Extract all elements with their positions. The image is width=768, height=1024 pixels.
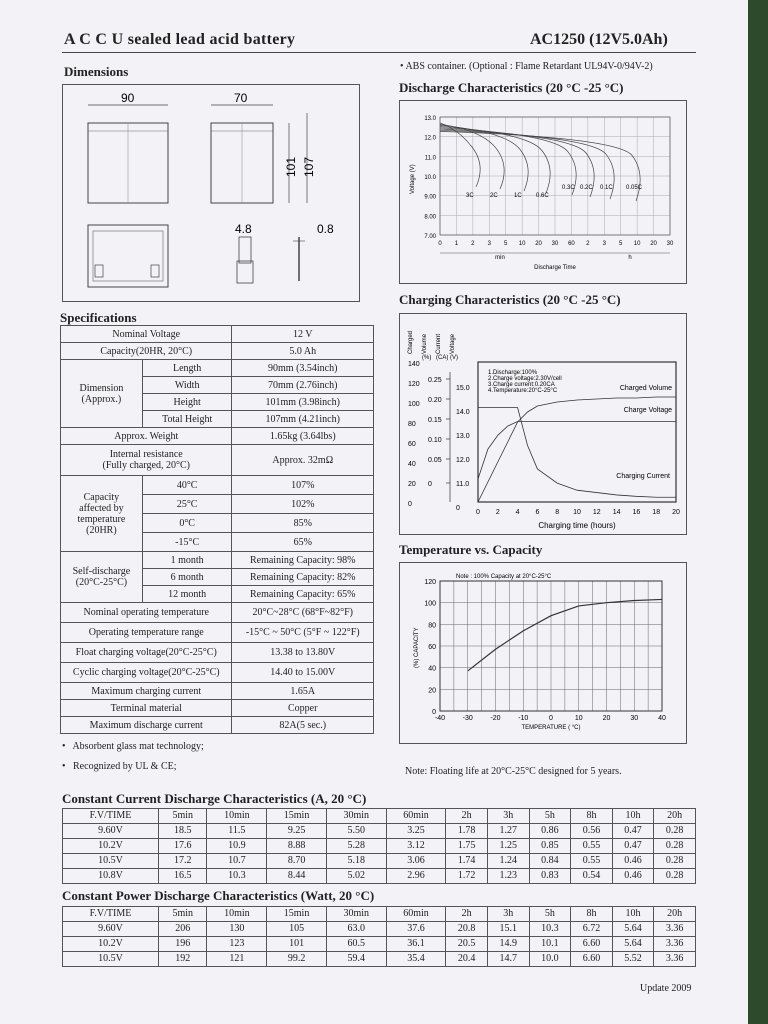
table-header-cell: 10h [612,907,654,922]
voltage-tick: 11.0 [456,481,470,488]
x-tick-label: 20 [535,241,542,247]
x-tick-label: 2 [495,509,500,516]
table-cell: 14.7 [487,952,529,967]
charged-tick: 120 [408,381,420,388]
update-date: Update 2009 [640,983,692,994]
table-header-cell: 5min [159,809,207,824]
table-cell: 3.36 [654,922,696,937]
spec-value: 102% [232,495,374,514]
x-axis-label: Discharge Time [534,265,576,271]
table-cell: 105 [267,922,327,937]
title-rule [62,52,696,53]
dimensions-heading: Dimensions [64,64,129,79]
table-cell: 2.96 [386,869,446,884]
curve-label: 1C [514,193,522,199]
x-unit-h: h [628,255,632,261]
spec-label: Approx. Weight [61,428,232,445]
table-cell: 1.78 [446,824,488,839]
table-row [63,922,696,937]
spec-label: Cyclic charging voltage(20°C-25°C) [61,663,232,683]
table-row [63,854,696,869]
y-tick-label: 0 [432,709,436,716]
table-cell: 9.60V [63,824,159,839]
voltage-tick: 14.0 [456,409,470,416]
x-tick-label: 0 [549,715,553,722]
table-cell: 5.64 [612,937,654,952]
axis-unit: (V) [450,355,458,361]
spec-label: Width [142,377,232,394]
spec-group-label: Capacity affected by temperature (20HR) [61,476,143,552]
discharge-chart-svg [400,101,686,283]
table-cell: 3.12 [386,839,446,854]
table-cell: 37.6 [386,922,446,937]
y-tick-label: 8.00 [424,214,436,221]
abs-note-text: ABS container. (Optional : Flame Retardant UL94V-0/94V-2) [405,61,653,72]
table-cell: 5.02 [326,869,386,884]
y-axis-label: Voltage (V) [410,164,416,194]
spec-value: 101mm (3.98inch) [232,394,374,411]
table-cell: 18.5 [159,824,207,839]
table-cell: 3.36 [654,937,696,952]
table-header-cell: 30min [326,907,386,922]
axis-name: Voltage [450,333,456,354]
y-tick-label: 60 [428,644,436,651]
table-header-cell: 60min [386,809,446,824]
voltage-tick: 0 [456,505,460,512]
table-cell: 123 [207,937,267,952]
cp-table-title: Constant Power Discharge Characteristics (Watt, 20 °C) [62,888,375,903]
label-charged-volume: Charged Volume [619,385,672,392]
table-cell: 35.4 [386,952,446,967]
table-header-cell: 2h [446,907,488,922]
current-tick: 0 [428,481,432,488]
y-tick-label: 12.0 [424,135,436,142]
spec-label: Nominal operating temperature [61,603,232,623]
table-cell: 1.24 [487,854,529,869]
x-tick-label: -20 [490,715,501,722]
table-cell: 17.6 [159,839,207,854]
table-cell: 10.3 [529,922,571,937]
x-tick-label: 14 [612,509,621,516]
chart-note: 4.Temperature:20°C-25°C [488,388,558,394]
table-header-cell: 20h [654,809,696,824]
table-header-cell: 10min [207,907,267,922]
x-tick-label: 1 [454,241,459,247]
table-cell: 17.2 [159,854,207,869]
charged-tick: 0 [408,501,412,508]
table-header-cell: 2h [446,809,488,824]
spec-value: 90mm (3.54inch) [232,360,374,377]
table-cell: 5.64 [612,922,654,937]
x-tick-label: 30 [630,715,639,722]
table-cell: 59.4 [326,952,386,967]
chart-note: Note : 100% Capacity at 20°C-25°C [456,574,552,580]
spec-value: Remaining Capacity: 65% [232,586,374,603]
x-tick-label: -30 [462,715,473,722]
y-axis-label: (%) CAPACITY [414,627,420,668]
dim-total-height: 107 [302,156,316,177]
spec-label: Height [142,394,232,411]
spec-value: 13.38 to 13.80V [232,643,374,663]
current-tick: 0.25 [428,377,442,384]
y-tick-label: 11.0 [424,155,436,162]
dim-terminal-thickness: 0.8 [317,222,334,236]
table-cell: 0.86 [529,824,571,839]
spec-label: Terminal material [61,700,232,717]
y-tick-label: 7.00 [424,234,436,240]
table-header-cell: 8h [571,809,613,824]
x-tick-label: 20 [672,509,680,516]
table-cell: 206 [159,922,207,937]
charging-chart-svg [400,314,686,534]
spec-value: 107% [232,476,374,495]
spec-value: 70mm (2.76inch) [232,377,374,394]
table-cell: 10.9 [207,839,267,854]
x-tick-label: 10 [633,241,641,247]
table-header-cell: 8h [571,907,613,922]
spec-label: 25°C [142,495,232,514]
x-tick-label: 0 [438,241,442,247]
table-header-cell: 60min [386,907,446,922]
voltage-tick: 13.0 [456,433,470,440]
specs-table [60,325,374,734]
table-cell: 11.5 [207,824,267,839]
spec-label: Maximum charging current [61,683,232,700]
table-cell: 6.60 [571,952,613,967]
discharge-chart-title: Discharge Characteristics (20 °C -25 °C) [399,80,624,95]
table-cell: 5.18 [326,854,386,869]
table-cell: 0.46 [612,854,654,869]
specs-heading: Specifications [60,310,137,325]
voltage-curve [478,422,676,480]
x-tick-label: 10 [573,509,581,516]
x-tick-label: 3 [602,241,606,247]
chart-note: 1.Discharge:100% [488,370,538,376]
spec-label: Maximum discharge current [61,717,232,734]
axis-name: Current [436,333,442,354]
current-tick: 0.15 [428,417,442,424]
table-cell: 10.1 [529,937,571,952]
table-row [63,869,696,884]
voltage-tick: 12.0 [456,457,470,464]
table-cell: 0.55 [571,839,613,854]
dim-terminal-width: 4.8 [235,222,252,236]
curve-label: 0.6C [536,193,549,199]
table-cell: 20.8 [446,922,488,937]
table-cell: 9.60V [63,922,159,937]
table-row [63,937,696,952]
x-axis-label: Charging time (hours) [538,521,616,530]
y-tick-label: 9.00 [424,194,436,201]
table-cell: 14.9 [487,937,529,952]
y-tick-label: 100 [424,600,436,608]
spec-label: -15°C [142,533,232,552]
table-row [63,839,696,854]
y-tick-label: 13.0 [424,116,436,122]
table-cell: 3.36 [654,952,696,967]
spec-label: Internal resistance (Fully charged, 20°C) [61,445,232,476]
table-header-cell: 3h [487,809,529,824]
table-cell: 9.25 [267,824,327,839]
spec-label: Operating temperature range [61,623,232,643]
axis-unit: (CA) [436,355,449,361]
cc-table [62,808,696,884]
spec-value: 1.65kg (3.64lbs) [232,428,374,445]
spec-value: 85% [232,514,374,533]
current-tick: 0.20 [428,397,442,404]
dim-height: 101 [284,156,298,177]
dimensions-drawing [62,84,360,302]
table-cell: 196 [159,937,207,952]
curve-label: 0.2C [580,185,593,191]
doc-title: A C C U sealed lead acid battery [64,31,296,48]
y-tick-label: 20 [428,687,436,695]
table-header-cell: 20h [654,907,696,922]
table-header-cell: F.V/TIME [63,809,159,824]
table-cell: 130 [207,922,267,937]
spec-label: 12 month [142,586,232,603]
spec-value: Copper [232,700,374,717]
x-tick-label: -40 [434,715,446,722]
bullet-agm: • Absorbent glass mat technology; [62,741,204,752]
axis-name: Charged [408,330,414,354]
temp-chart [399,562,687,744]
x-tick-label: 3 [487,241,491,247]
table-cell: 1.74 [446,854,488,869]
curve-label: 3C [466,193,474,199]
curve-label: 0.05C [626,185,643,191]
spec-value: 12 V [232,326,374,343]
x-tick-label: 10 [518,241,526,247]
abs-note: • ABS container. (Optional : Flame Retardant UL94V-0/94V-2) [400,61,653,72]
spec-value: 5.0 Ah [232,343,374,360]
table-cell: 6.72 [571,922,613,937]
table-header-cell: 15min [267,809,327,824]
table-cell: 10.8V [63,869,159,884]
current-curve [478,408,676,498]
chart-note: 3.Charge current:0.20CA [488,382,555,388]
table-header-cell: 30min [326,809,386,824]
table-cell: 1.25 [487,839,529,854]
model-title: AC1250 (12V5.0Ah) [530,31,668,48]
x-tick-label: 20 [650,241,657,247]
dim-width: 90 [121,91,135,105]
temp-chart-svg [400,563,686,743]
curve-label: 2C [490,193,498,199]
table-cell: 0.28 [654,824,696,839]
table-cell: 16.5 [159,869,207,884]
spec-value: Remaining Capacity: 82% [232,569,374,586]
table-cell: 121 [207,952,267,967]
table-cell: 0.85 [529,839,571,854]
x-tick-label: -10 [518,715,529,722]
dim-depth: 70 [234,91,248,105]
spec-value: -15°C ~ 50°C (5°F ~ 122°F) [232,623,374,643]
table-header-cell: 15min [267,907,327,922]
table-cell: 15.1 [487,922,529,937]
table-row [63,824,696,839]
dimensions-svg [63,85,359,301]
chart-note: 2.Charge voltage:2.30V/cell [488,376,562,382]
y-tick-label: 120 [424,579,436,586]
table-cell: 20.4 [446,952,488,967]
spec-label: Float charging voltage(20°C-25°C) [61,643,232,663]
charging-chart-title: Charging Characteristics (20 °C -25 °C) [399,292,621,307]
table-cell: 0.47 [612,839,654,854]
table-cell: 0.83 [529,869,571,884]
table-cell: 3.25 [386,824,446,839]
x-tick-label: 5 [619,241,623,247]
spec-value: 82A(5 sec.) [232,717,374,734]
table-cell: 5.28 [326,839,386,854]
x-tick-label: 2 [471,241,475,247]
x-tick-label: 4 [515,509,520,516]
spec-label: 40°C [142,476,232,495]
y-tick-label: 10.0 [424,175,436,181]
x-tick-label: 10 [574,715,583,722]
table-cell: 0.28 [654,869,696,884]
curve-label: 0.3C [562,185,575,191]
spec-value: 65% [232,533,374,552]
label-charging-current: Charging Current [616,473,670,480]
table-cell: 8.88 [267,839,327,854]
table-cell: 8.70 [267,854,327,869]
current-tick: 0.05 [428,457,442,464]
table-cell: 1.27 [487,824,529,839]
table-header-cell: F.V/TIME [63,907,159,922]
table-cell: 10.5V [63,854,159,869]
voltage-tick: 15.0 [456,385,470,392]
table-cell: 0.55 [571,854,613,869]
table-header-row [63,907,696,922]
table-cell: 10.2V [63,937,159,952]
table-cell: 1.75 [446,839,488,854]
spec-label: Nominal Voltage [61,326,232,343]
x-tick-label: 12 [592,509,601,516]
charged-tick: 140 [408,361,420,368]
table-cell: 63.0 [326,922,386,937]
y-tick-label: 40 [428,665,436,673]
spec-value: 14.40 to 15.00V [232,663,374,683]
table-cell: 5.50 [326,824,386,839]
charged-tick: 100 [408,401,420,408]
x-unit-min: min [495,255,505,261]
charged-tick: 80 [408,421,416,428]
table-cell: 10.5V [63,952,159,967]
table-cell: 0.56 [571,824,613,839]
table-cell: 60.5 [326,937,386,952]
x-tick-label: 0 [476,509,480,516]
temp-chart-title: Temperature vs. Capacity [399,542,543,557]
charging-chart [399,313,687,535]
x-tick-label: 16 [632,509,641,516]
table-header-cell: 5h [529,907,571,922]
current-tick: 0.10 [428,437,442,444]
table-header-cell: 5min [159,907,207,922]
table-header-row [63,809,696,824]
table-cell: 0.28 [654,854,696,869]
spec-label: Capacity(20HR, 20°C) [61,343,232,360]
discharge-chart [399,100,687,284]
table-cell: 10.3 [207,869,267,884]
spec-value: 20°C~28°C (68°F~82°F) [232,603,374,623]
y-tick-label: 80 [428,622,436,630]
table-cell: 36.1 [386,937,446,952]
x-tick-label: 2 [586,241,590,247]
x-tick-label: 8 [555,509,560,516]
table-cell: 5.52 [612,952,654,967]
x-tick-label: 40 [658,715,666,722]
table-cell: 101 [267,937,327,952]
charged-tick: 60 [408,441,416,448]
cc-table-title: Constant Current Discharge Characteristics (A, 20 °C) [62,791,367,806]
charged-tick: 20 [408,481,416,488]
table-cell: 0.84 [529,854,571,869]
x-tick-label: 20 [602,715,611,722]
table-header-cell: 5h [529,809,571,824]
spec-label: 1 month [142,552,232,569]
table-cell: 1.23 [487,869,529,884]
spec-group-label: Self-discharge (20°C-25°C) [61,552,143,603]
spec-label: 6 month [142,569,232,586]
table-cell: 10.7 [207,854,267,869]
axis-unit: (%) [422,355,432,361]
x-tick-label: 6 [535,509,540,516]
cp-table [62,906,696,967]
table-cell: 6.60 [571,937,613,952]
table-cell: 192 [159,952,207,967]
spec-value: 1.65A [232,683,374,700]
table-cell: 0.47 [612,824,654,839]
spec-label: Length [142,360,232,377]
x-tick-label: 5 [504,241,508,247]
label-charge-voltage: Charge Voltage [623,407,672,414]
table-cell: 0.28 [654,839,696,854]
table-header-cell: 10h [612,809,654,824]
x-axis-label: TEMPERATURE ( °C) [521,725,581,731]
spec-label: 0°C [142,514,232,533]
float-life-note: Note: Floating life at 20°C-25°C designed for 5 years. [405,766,622,777]
spec-value: Remaining Capacity: 98% [232,552,374,569]
table-header-cell: 3h [487,907,529,922]
spec-label: Total Height [142,411,232,428]
axis-name: Volume [422,333,428,354]
x-tick-label: 30 [666,241,674,247]
x-tick-label: 60 [568,241,575,247]
spec-value: Approx. 32mΩ [232,445,374,476]
x-tick-label: 18 [652,509,661,516]
table-cell: 10.0 [529,952,571,967]
curve-label: 0.1C [600,185,613,191]
table-cell: 99.2 [267,952,327,967]
table-header-cell: 10min [207,809,267,824]
spec-value: 107mm (4.21inch) [232,411,374,428]
table-row [63,952,696,967]
bullet-ul: • Recognized by UL & CE; [62,761,177,772]
table-cell: 1.72 [446,869,488,884]
charged-tick: 40 [408,461,416,468]
x-tick-label: 30 [551,241,559,247]
table-cell: 20.5 [446,937,488,952]
table-cell: 3.06 [386,854,446,869]
table-cell: 8.44 [267,869,327,884]
table-cell: 0.54 [571,869,613,884]
table-cell: 0.46 [612,869,654,884]
table-cell: 10.2V [63,839,159,854]
spec-group-label: Dimension (Approx.) [61,360,143,428]
